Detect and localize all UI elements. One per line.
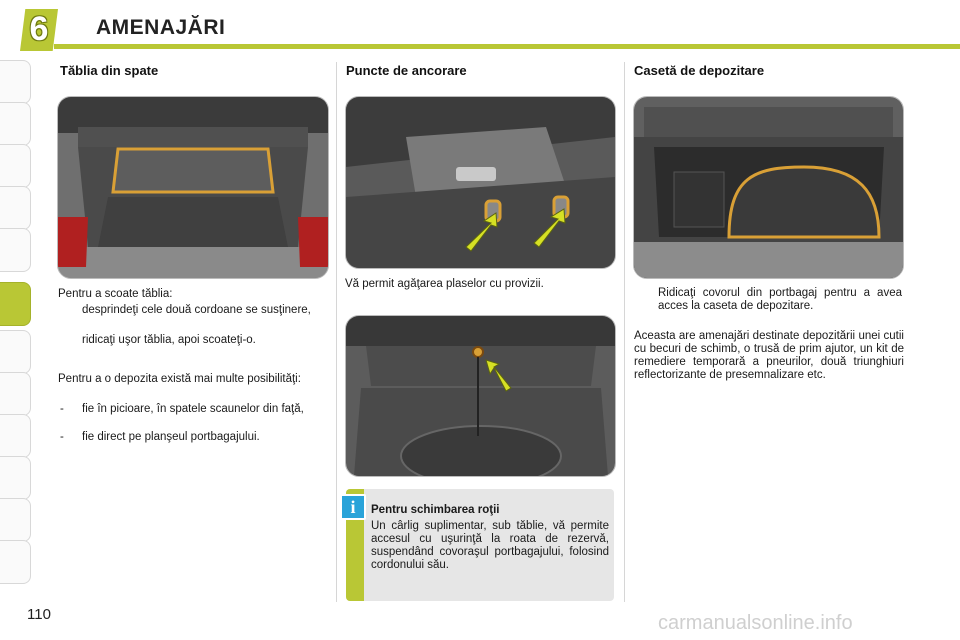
chapter-tab[interactable] <box>0 186 31 230</box>
list-item-text: fie direct pe planşeul portbagajului. <box>82 431 260 443</box>
dash-marker: - <box>60 403 64 415</box>
watermark: carmanualsonline.info <box>658 612 853 634</box>
chapter-tab[interactable] <box>0 498 31 542</box>
list-item <box>60 334 328 350</box>
rear-shelf-photo <box>57 96 329 279</box>
chapter-tab[interactable] <box>0 456 31 500</box>
section-heading-rear-shelf: Tăblia din spate <box>60 63 159 78</box>
intro-text: Pentru a scoate tăblia: <box>58 288 173 300</box>
list-item <box>60 304 328 332</box>
info-icon: i <box>340 494 366 520</box>
list-item-text: desprindeţi cele două cordoane se susţinere, <box>82 304 311 316</box>
storage-box-photo <box>633 96 904 279</box>
header-rule <box>54 44 960 49</box>
info-title: Pentru schimbarea roţii <box>371 504 500 516</box>
chapter-tab[interactable] <box>0 228 31 272</box>
chapter-tab[interactable] <box>0 60 31 104</box>
storage-description: Aceasta are amenajări destinate depozitării unei cutii cu becuri de schimb, o trusă de prim ajutor, un kit de remediere temporară a pneurilor, două triunghiuri reflectorizante de presemnalizare etc. <box>634 330 904 381</box>
chapter-tab-active[interactable] <box>0 282 31 326</box>
chapter-tab[interactable] <box>0 330 31 374</box>
list-item <box>60 403 328 431</box>
section-heading-anchor-points: Puncte de ancorare <box>346 63 467 78</box>
anchor-caption: Vă permit agăţarea plaselor cu provizii. <box>345 278 544 290</box>
column-divider <box>624 62 625 602</box>
chapter-tab[interactable] <box>0 540 31 584</box>
chapter-tab[interactable] <box>0 372 31 416</box>
list-item-text: Ridicaţi covorul din portbagaj pentru a avea acces la caseta de depozitare. <box>658 287 902 312</box>
dash-marker: - <box>60 431 64 443</box>
chapter-tab[interactable] <box>0 102 31 146</box>
list-item-text: ridicaţi uşor tăblia, apoi scoateţi-o. <box>82 334 256 346</box>
chapter-number: 6 <box>29 10 49 48</box>
list-item <box>60 431 328 447</box>
info-text: Un cârlig suplimentar, sub tăblie, vă permite accesul cu uşurinţă la roata de rezervă, suspendând covoraşul portbagajului, folosind cordonului său. <box>371 520 609 571</box>
list-item-text: fie în picioare, în spatele scaunelor din faţă, <box>82 403 304 415</box>
chapter-tab[interactable] <box>0 414 31 458</box>
spare-wheel-hook-photo <box>345 315 616 477</box>
list-item <box>636 287 904 327</box>
section-heading-storage-box: Casetă de depozitare <box>634 63 765 78</box>
anchor-points-photo <box>345 96 616 269</box>
page-title: AMENAJĂRI <box>96 16 226 39</box>
storage-intro-text: Pentru a o depozita există mai multe posibilităţi: <box>58 373 301 385</box>
column-divider <box>336 62 337 602</box>
chapter-tab[interactable] <box>0 144 31 188</box>
page-number: 110 <box>27 606 51 623</box>
